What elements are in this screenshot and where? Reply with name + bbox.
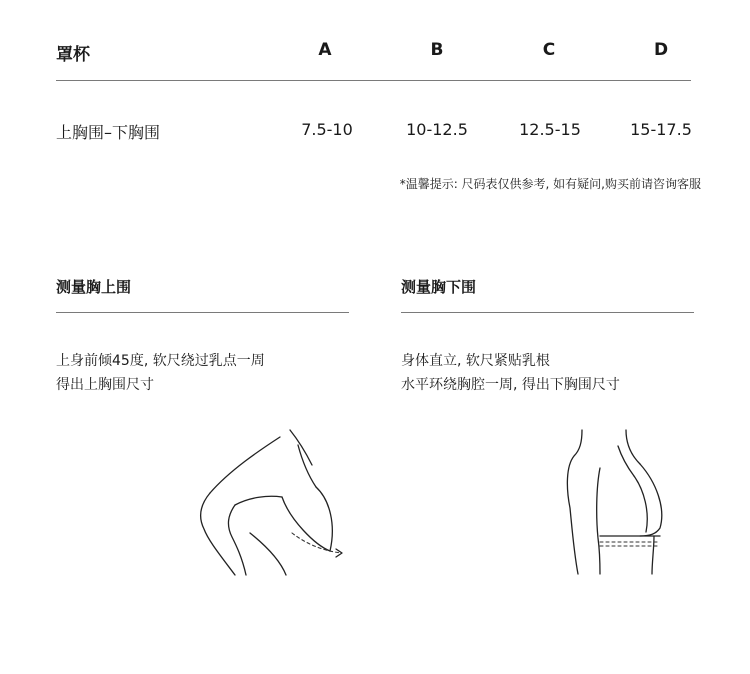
measure-upper-title: 测量胸上围 [56, 278, 132, 296]
cup-header-label: 罩杯 [56, 45, 90, 65]
underbust-measure-standing-illustration [560, 428, 670, 576]
measure-lower-title: 测量胸下围 [401, 278, 477, 296]
measure-upper-divider [56, 312, 349, 313]
measure-lower-line-2: 水平环绕胸腔一周, 得出下胸围尺寸 [401, 377, 620, 393]
bust-measure-leaning-illustration [190, 425, 350, 575]
cup-d-value: 15-17.5 [630, 120, 692, 139]
measure-upper-line-1: 上身前倾45度, 软尺绕过乳点一周 [56, 353, 265, 369]
cup-a-header: A [318, 40, 332, 60]
cup-c-value: 12.5-15 [519, 120, 581, 139]
measure-upper-line-2: 得出上胸围尺寸 [56, 377, 154, 393]
measure-lower-line-1: 身体直立, 软尺紧贴乳根 [401, 353, 550, 369]
cup-d-header: D [653, 40, 669, 60]
cup-c-header: C [542, 40, 556, 60]
measure-lower-description [401, 349, 620, 397]
table-divider [56, 80, 691, 81]
measure-lower-divider [401, 312, 694, 313]
cup-a-value: 7.5-10 [301, 120, 353, 139]
size-tip-note: *温馨提示: 尺码表仅供参考, 如有疑问,购买前请咨询客服 [399, 177, 701, 191]
cup-b-header: B [430, 40, 444, 60]
measure-upper-description [56, 349, 265, 397]
cup-b-value: 10-12.5 [406, 120, 468, 139]
row-label: 上胸围–下胸围 [56, 123, 161, 142]
